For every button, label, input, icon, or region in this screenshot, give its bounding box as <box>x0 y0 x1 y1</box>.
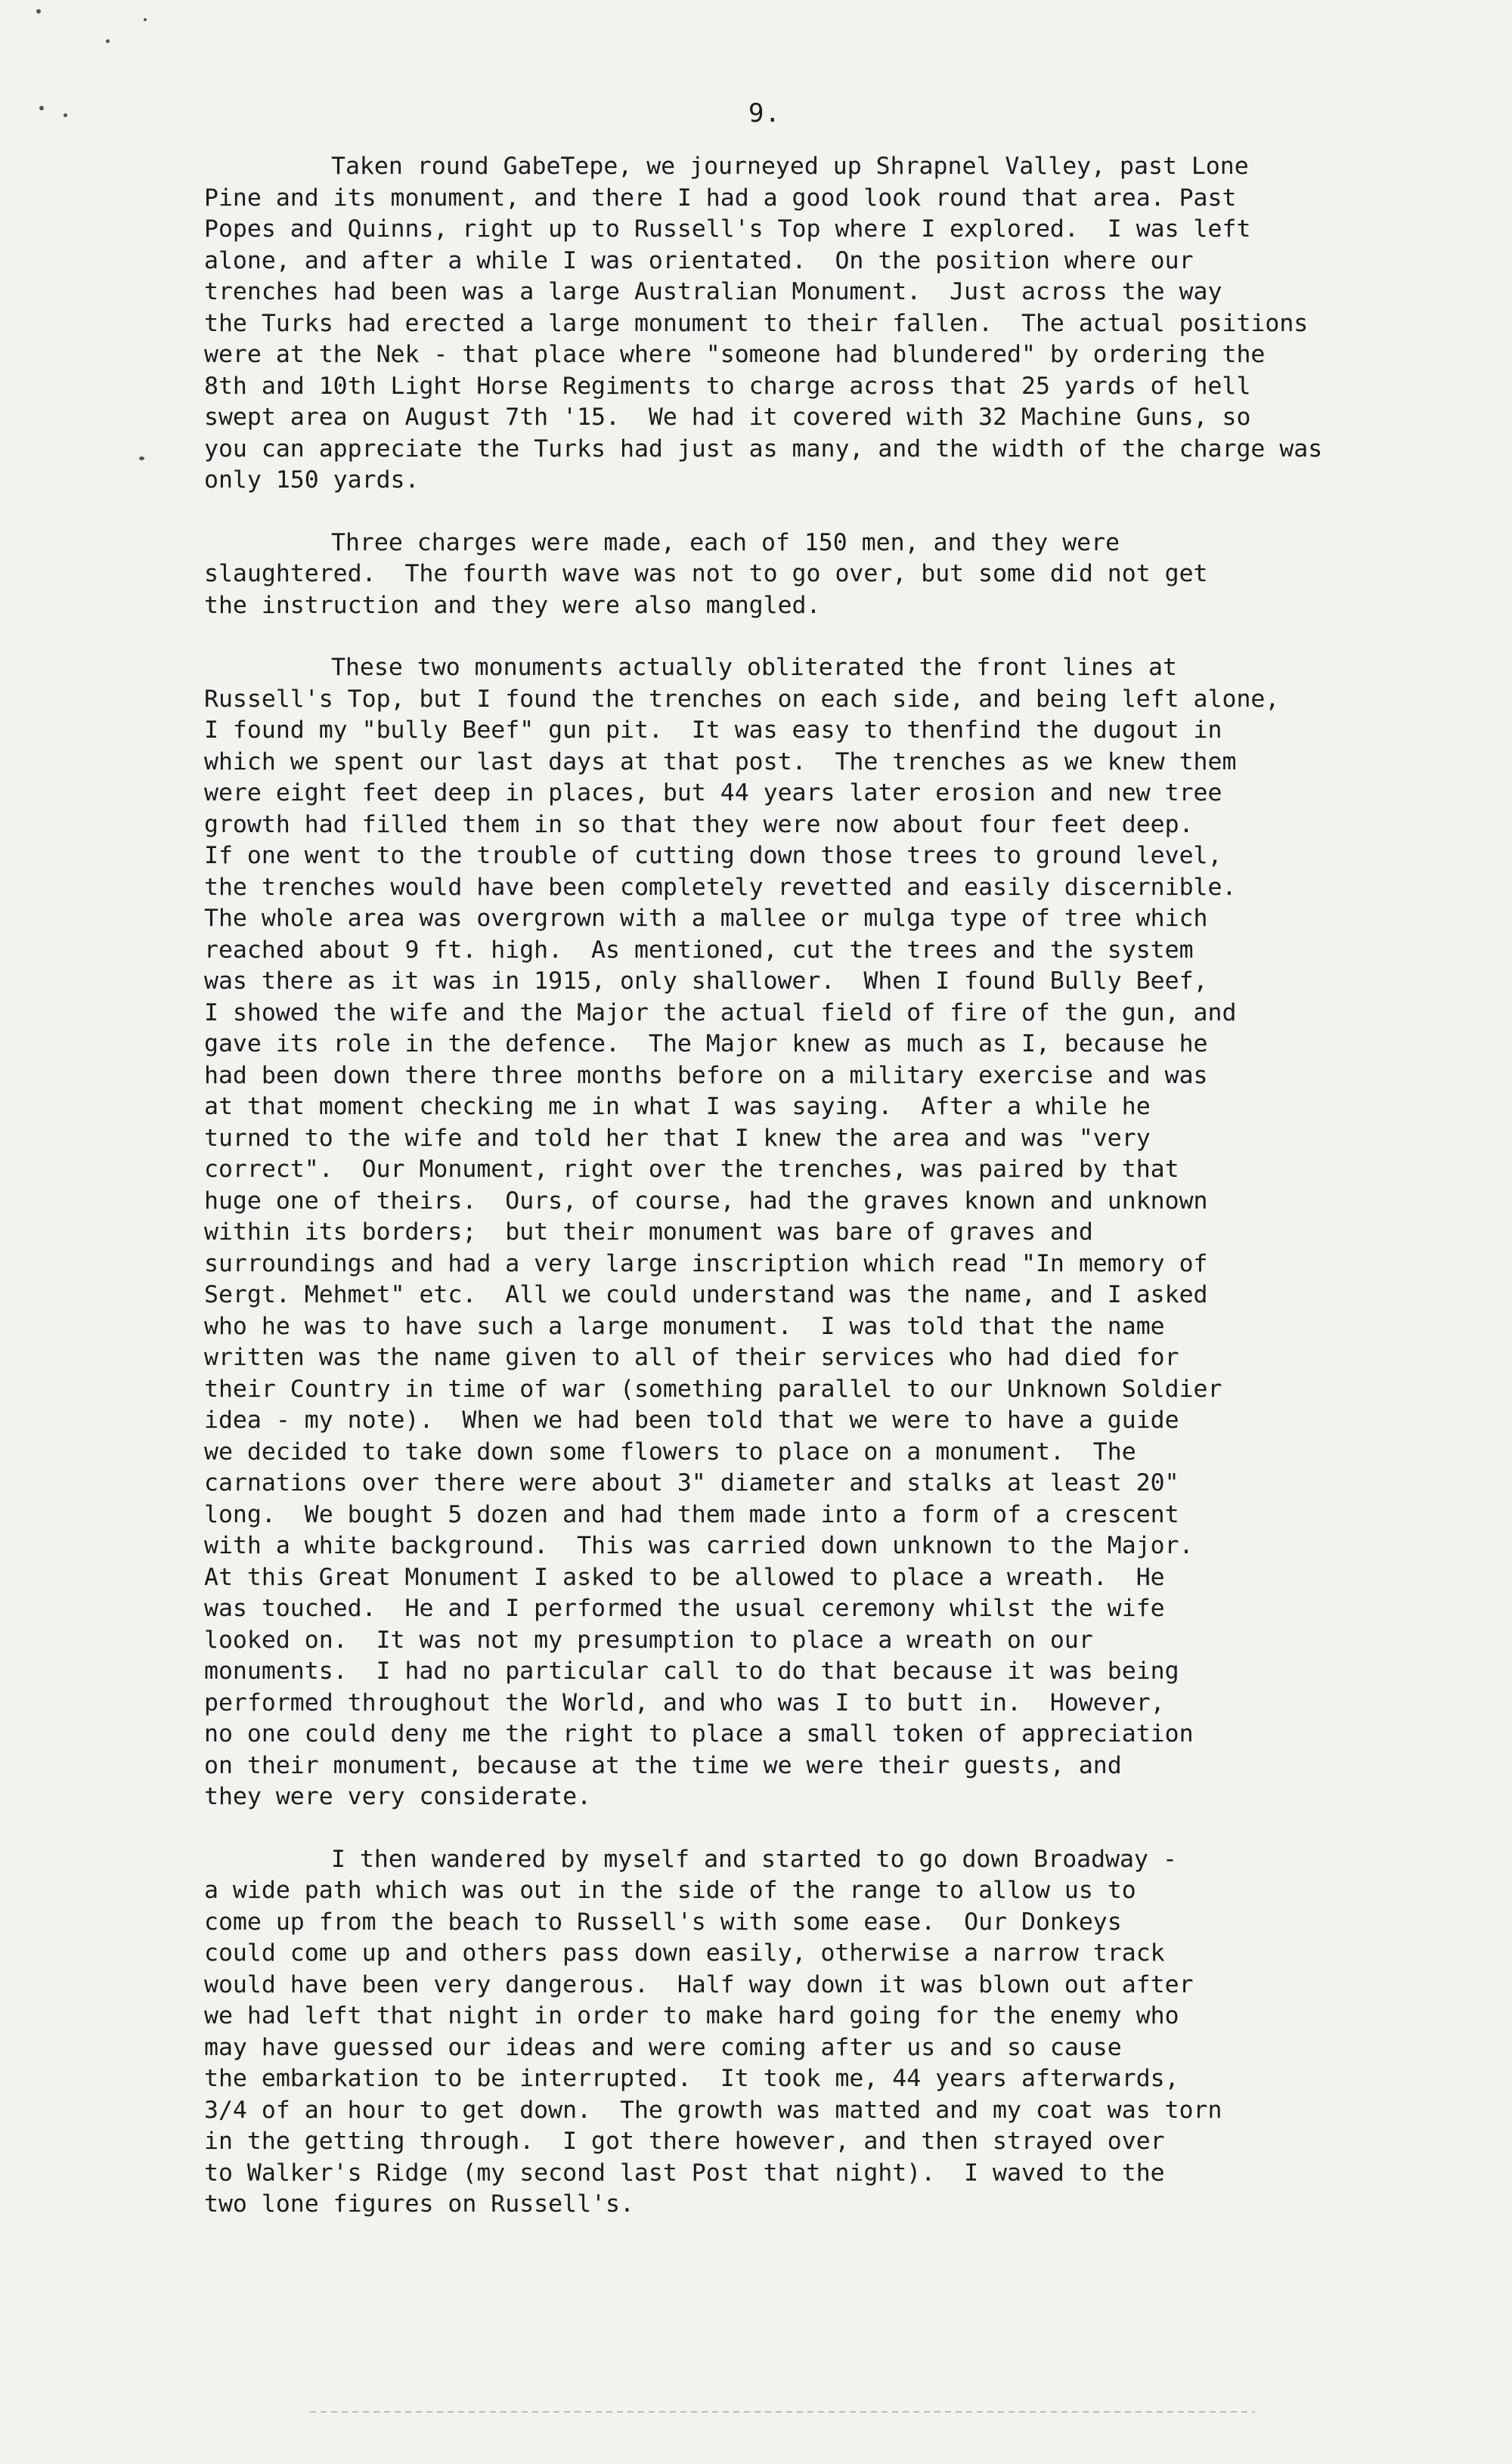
text-line: at that moment checking me in what I was saying. After a while he <box>204 1093 1151 1120</box>
text-line: we had left that night in order to make hard going for the enemy who <box>204 2002 1179 2029</box>
text-line: no one could deny me the right to place a small token of appreciation <box>204 1720 1194 1747</box>
text-line: turned to the wife and told her that I knew the area and was "very <box>204 1124 1151 1152</box>
text-line: in the getting through. I got there however, and then strayed over <box>204 2128 1165 2155</box>
text-line: the instruction and they were also mangled. <box>204 591 821 619</box>
scan-speck <box>144 18 147 21</box>
text-line: was touched. He and I performed the usual ceremony whilst the wife <box>204 1595 1165 1622</box>
text-line: performed throughout the World, and who was I to butt in. However, <box>204 1689 1165 1716</box>
scan-speck <box>64 113 67 117</box>
text-line: I showed the wife and the Major the actual field of fire of the gun, and <box>204 998 1237 1026</box>
text-line: which we spent our last days at that post. The trenches as we knew them <box>204 748 1237 775</box>
text-line: 8th and 10th Light Horse Regiments to charge across that 25 yards of hell <box>204 372 1251 400</box>
text-line: I then wandered by myself and started to go down Broadway - <box>331 1845 1177 1873</box>
text-line: reached about 9 ft. high. As mentioned, cut the trees and the system <box>204 936 1194 964</box>
text-line: I found my "bully Beef" gun pit. It was easy to thenfind the dugout in <box>204 717 1222 744</box>
text-line: 3/4 of an hour to get down. The growth was matted and my coat was torn <box>204 2096 1222 2124</box>
text-line: you can appreciate the Turks had just as many, and the width of the charge was <box>204 435 1323 463</box>
text-line: had been down there three months before on a military exercise and was <box>204 1061 1208 1089</box>
text-line: within its borders; but their monument was bare of graves and <box>204 1218 1093 1246</box>
text-line: Taken round GabeTepe, we journeyed up Shrapnel Valley, past Lone <box>331 153 1249 180</box>
text-line: slaughtered. The fourth wave was not to go over, but some did not get <box>204 560 1208 587</box>
text-line: the trenches would have been completely revetted and easily discernible. <box>204 873 1237 901</box>
text-line: may have guessed our ideas and were coming after us and so cause <box>204 2033 1122 2061</box>
text-line: Three charges were made, each of 150 men, and they were <box>331 528 1120 556</box>
paragraph-4 <box>204 1844 1429 2221</box>
text-line: trenches had been was a large Australian Monument. Just across the way <box>204 278 1222 305</box>
paragraph-2 <box>204 528 1429 622</box>
text-line: the embarkation to be interrupted. It took me, 44 years afterwards, <box>204 2065 1179 2092</box>
text-line: a wide path which was out in the side of the range to allow us to <box>204 1877 1136 1904</box>
text-line: long. We bought 5 dozen and had them made into a form of a crescent <box>204 1500 1179 1528</box>
text-line: looked on. It was not my presumption to place a wreath on our <box>204 1626 1093 1654</box>
text-line: with a white background. This was carried down unknown to the Major. <box>204 1532 1194 1559</box>
scan-speck <box>36 9 41 14</box>
text-line: These two monuments actually obliterated the front lines at <box>331 654 1177 681</box>
text-line: huge one of theirs. Ours, of course, had the graves known and unknown <box>204 1187 1208 1215</box>
text-line: the Turks had erected a large monument to their fallen. The actual positions <box>204 309 1309 337</box>
text-line: If one went to the trouble of cutting down those trees to ground level, <box>204 842 1222 869</box>
scan-speck <box>106 39 110 43</box>
text-line: was there as it was in 1915, only shallower. When I found Bully Beef, <box>204 967 1208 995</box>
text-line: on their monument, because at the time we were their guests, and <box>204 1751 1122 1779</box>
text-line: would have been very dangerous. Half way down it was blown out after <box>204 1970 1194 1998</box>
text-line: carnations over there were about 3" diameter and stalks at least 20" <box>204 1469 1179 1497</box>
text-line: growth had filled them in so that they were now about four feet deep. <box>204 810 1194 838</box>
text-line: gave its role in the defence. The Major knew as much as I, because he <box>204 1030 1208 1057</box>
text-line: who he was to have such a large monument. I was told that the name <box>204 1312 1165 1340</box>
text-line: we decided to take down some flowers to place on a monument. The <box>204 1438 1136 1466</box>
text-line: Popes and Quinns, right up to Russell's Top where I explored. I was left <box>204 215 1251 243</box>
text-line: could come up and others pass down easily, otherwise a narrow track <box>204 1939 1165 1967</box>
text-line: Russell's Top, but I found the trenches on each side, and being left alone, <box>204 685 1280 713</box>
text-line: only 150 yards. <box>204 466 420 494</box>
text-line: surroundings and had a very large inscription which read "In memory of <box>204 1249 1208 1277</box>
body-text <box>204 151 1429 2252</box>
paragraph-1 <box>204 151 1429 497</box>
text-line: come up from the beach to Russell's with some ease. Our Donkeys <box>204 1908 1122 1936</box>
scan-speck <box>39 106 44 110</box>
text-line: they were very considerate. <box>204 1783 592 1810</box>
text-line: idea - my note). When we had been told that we were to have a guide <box>204 1407 1179 1434</box>
text-line: At this Great Monument I asked to be allowed to place a wreath. He <box>204 1563 1165 1591</box>
text-line: correct". Our Monument, right over the trenches, was paired by that <box>204 1156 1179 1183</box>
text-line: alone, and after a while I was orientated. On the position where our <box>204 246 1194 274</box>
scan-speck <box>139 457 144 460</box>
paragraph-3 <box>204 652 1429 1813</box>
text-line: their Country in time of war (something parallel to our Unknown Soldier <box>204 1375 1222 1403</box>
scan-edge-line <box>310 2411 1255 2413</box>
text-line: The whole area was overgrown with a mallee or mulga type of tree which <box>204 905 1208 932</box>
text-line: monuments. I had no particular call to do that because it was being <box>204 1658 1179 1685</box>
text-line: written was the name given to all of their services who had died for <box>204 1344 1179 1371</box>
text-line: Sergt. Mehmet" etc. All we could understand was the name, and I asked <box>204 1281 1208 1308</box>
page-number: 9. <box>748 98 781 128</box>
text-line: two lone figures on Russell's. <box>204 2190 634 2218</box>
text-line: were eight feet deep in places, but 44 years later erosion and new tree <box>204 779 1222 806</box>
text-line: swept area on August 7th '15. We had it covered with 32 Machine Guns, so <box>204 404 1251 431</box>
text-line: to Walker's Ridge (my second last Post that night). I waved to the <box>204 2159 1165 2187</box>
text-line: Pine and its monument, and there I had a good look round that area. Past <box>204 184 1237 212</box>
text-line: were at the Nek - that place where "someone had blundered" by ordering the <box>204 341 1266 368</box>
